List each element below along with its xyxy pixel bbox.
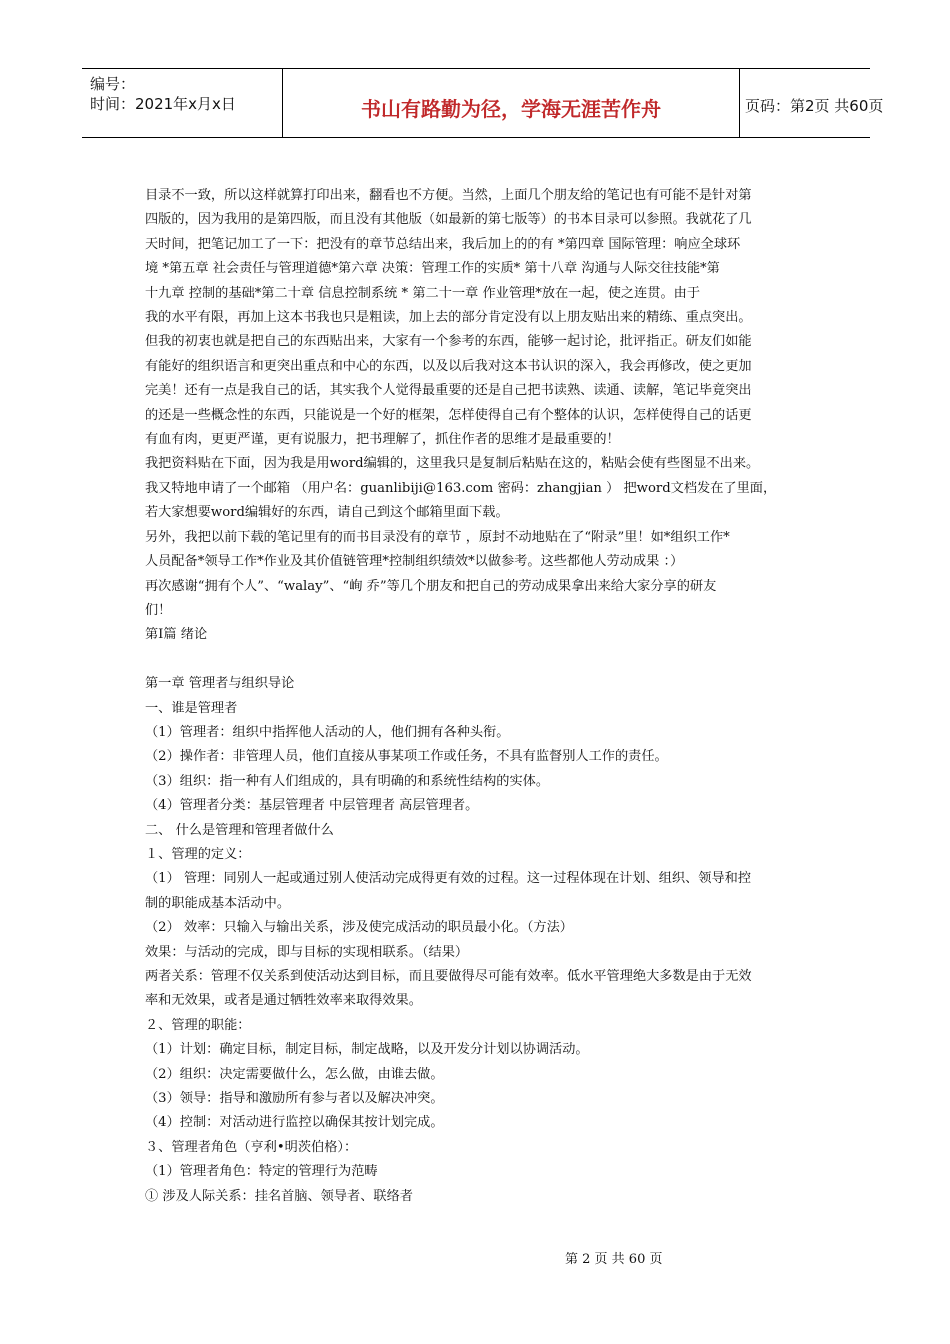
header-page-info: 页码：第2页 共60页 xyxy=(745,97,884,115)
text-line: 目录不一致，所以这样就算打印出来，翻看也不方便。当然，上面几个朋友给的笔记也有可能不是针对第 xyxy=(145,188,752,203)
text-line: 境 *第五章 社会责任与管理道德*第六章 决策：管理工作的实质* 第十八章 沟通与人际交往技能*第 xyxy=(145,261,720,277)
text-line: １、管理的定义： xyxy=(145,846,251,862)
document-date-label: 时间：2021年x月x日 xyxy=(90,95,236,113)
text-line: （2）操作者：非管理人员，他们直接从事某项工作或任务，不具有监督别人工作的责任。 xyxy=(145,749,668,765)
document-body xyxy=(145,184,817,1209)
header-motto: 书山有路勤为径，学海无涯苦作舟 xyxy=(361,97,661,121)
text-line: 我的水平有限，再加上这本书我也只是粗读，加上去的部分肯定没有以上朋友贴出来的精练、重点突出。 xyxy=(145,310,752,326)
text-line: （1）管理者：组织中指挥他人活动的人，他们拥有各种头衔。 xyxy=(145,724,510,740)
text-line: 们！ xyxy=(145,602,172,618)
text-line: 效果：与活动的完成，即与目标的实现相联系。（结果） xyxy=(145,944,469,960)
text-line: 但我的初衷也就是把自己的东西贴出来，大家有一个参考的东西，能够一起讨论，批评指正。研友们如能 xyxy=(145,334,752,350)
text-line: 四版的，因为我用的是第四版，而且没有其他版（如最新的第七版等）的书本目录可以参照。我就花了几 xyxy=(145,212,752,228)
text-line: 两者关系：管理不仅关系到使活动达到目标，而且要做得尽可能有效率。低水平管理绝大多数是由于无效 xyxy=(145,968,752,984)
text-line: （2）组织：决定需要做什么，怎么做，由谁去做。 xyxy=(145,1066,444,1082)
text-line: 完美！还有一点是我自己的话，其实我个人觉得最重要的还是自己把书读熟、读通、读解，笔记毕竟突出 xyxy=(145,383,752,399)
text-line: 制的职能成基本活动中。 xyxy=(145,895,291,911)
text-line: 有血有肉，更更严谨，更有说服力，把书理解了，抓住作者的思维才是最重要的！ xyxy=(145,432,620,448)
header-page-cell xyxy=(739,69,884,137)
text-line: 我又特地申请了一个邮箱 （用户名：guanlibiji@163.com 密码：zhangjian ） 把word文档发在了里面， xyxy=(145,480,777,496)
text-line: 十九章 控制的基础*第二十章 信息控制系统 * 第二十一章 作业管理*放在一起，使之连贯。由于 xyxy=(145,285,701,301)
text-line: 人员配备*领导工作*作业及其价值链管理*控制组织绩效*以做参考。这些都他人劳动成果 ：） xyxy=(145,554,684,570)
text-line: （3）领导：指导和激励所有参与者以及解决冲突。 xyxy=(145,1091,444,1107)
text-line: ３、管理者角色（亨利•明茨伯格）： xyxy=(145,1139,358,1155)
page-footer: 第 2 页 共 60 页 xyxy=(565,1252,663,1267)
header-table xyxy=(82,68,884,138)
text-line: 一、谁是管理者 xyxy=(145,700,238,716)
text-line: （4）控制：对活动进行监控以确保其按计划完成。 xyxy=(145,1115,444,1131)
text-line: 若大家想要word编辑好的东西，请自己到这个邮箱里面下载。 xyxy=(145,505,509,521)
text-line: 的还是一些概念性的东西，只能说是一个好的框架，怎样使得自己有个整体的认识，怎样使得自己的话更 xyxy=(145,407,752,423)
text-line: （1）计划：确定目标，制定目标，制定战略，以及开发分计划以协调活动。 xyxy=(145,1042,589,1058)
text-line: 再次感谢“拥有个人”、“walay”、“峋 乔”等几个朋友和把自己的劳动成果拿出来给大家分享的研友 xyxy=(145,578,717,594)
text-line: 率和无效果，或者是通过牺牲效率来取得效果。 xyxy=(145,993,422,1009)
text-line: （1） 管理：同别人一起或通过别人使活动完成得更有效的过程。这一过程体现在计划、组织、领导和控 xyxy=(145,871,752,887)
text-line: （2） 效率：只输入与输出关系，涉及使完成活动的职员最小化。（方法） xyxy=(145,920,573,936)
header-motto-cell xyxy=(282,69,740,137)
document-number-label: 编号： xyxy=(90,75,136,93)
blank-line xyxy=(145,648,817,672)
text-line: 天时间，把笔记加工了一下：把没有的章节总结出来，我后加上的的有 *第四章 国际管理：响应全球环 xyxy=(145,236,741,252)
text-line: （3）组织：指一种有人们组成的，具有明确的和系统性结构的实体。 xyxy=(145,773,550,789)
text-line: 二、 什么是管理和管理者做什么 xyxy=(145,822,334,838)
text-line: 有能好的组织语言和更突出重点和中心的东西，以及以后我对这本书认识的深入，我会再修改，使之更加 xyxy=(145,358,752,374)
text-line: 第Ⅰ篇 绪论 xyxy=(145,627,208,643)
text-line: （4）管理者分类：基层管理者 中层管理者 高层管理者。 xyxy=(145,798,479,814)
text-line: 另外，我把以前下载的笔记里有的而书目录没有的章节 ，原封不动地贴在了“附录”里！如*组织工作* xyxy=(145,529,730,545)
text-line: 第一章 管理者与组织导论 xyxy=(145,676,295,692)
text-line: ① 涉及人际关系：挂名首脑、领导者、联络者 xyxy=(145,1188,413,1204)
text-line: ２、管理的职能： xyxy=(145,1017,251,1033)
text-line: （1）管理者角色：特定的管理行为范畴 xyxy=(145,1164,378,1180)
header-left-cell xyxy=(82,69,282,137)
text-line: 我把资料贴在下面，因为我是用word编辑的，这里我只是复制后粘贴在这的，粘贴会使有些图显不出来。 xyxy=(145,456,760,472)
